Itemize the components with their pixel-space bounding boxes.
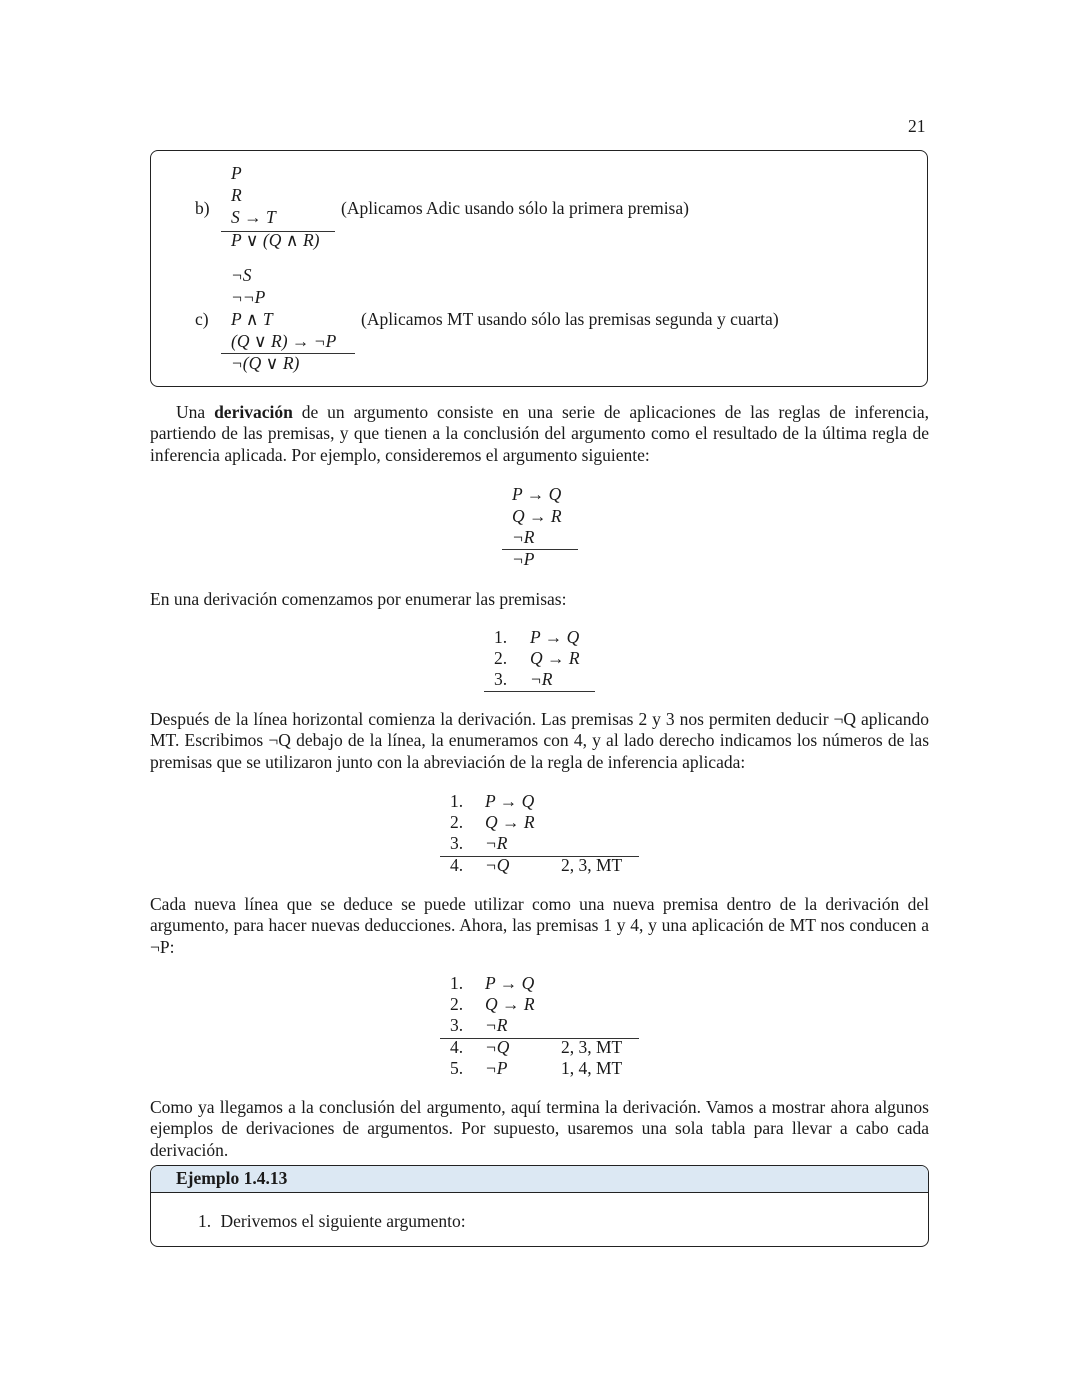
exercise-box	[150, 150, 928, 387]
paragraph-new-lines: Cada nueva línea que se deduce se puede utilizar como una nueva premisa dentro de la derivación del argumento, para hacer nuevas deducciones. Ahora, las premisas 1 y 4, y una aplicación de MT nos conducen a ¬P:	[150, 894, 929, 957]
item-c-label: c)	[195, 309, 209, 329]
line-number: 3.	[450, 833, 464, 853]
line-number: 1.	[450, 973, 464, 993]
premise: P → Q	[512, 484, 562, 504]
line-number: 2.	[494, 648, 508, 668]
premise: Q → R	[512, 506, 562, 526]
line-number: 2.	[450, 994, 464, 1014]
formula: ¬R	[485, 833, 508, 853]
example-box	[150, 1165, 929, 1247]
justification: 1, 4, MT	[561, 1058, 623, 1078]
example-header	[151, 1166, 928, 1193]
line-number: 2.	[450, 812, 464, 832]
premise: P	[231, 163, 242, 183]
line-number: 4.	[450, 1037, 464, 1057]
item-b-note: (Aplicamos Adic usando sólo la primera premisa)	[341, 198, 689, 218]
premise: R	[231, 185, 242, 205]
formula: ¬R	[530, 669, 553, 689]
formula: P → Q	[485, 791, 535, 811]
line-number: 3.	[494, 669, 508, 689]
conclusion: ¬P	[512, 549, 535, 569]
premise: S → T	[231, 207, 276, 227]
paragraph-enumerate: En una derivación comenzamos por enumerar las premisas:	[150, 589, 567, 609]
premise: ¬S	[231, 265, 252, 285]
premise: ¬R	[512, 527, 535, 547]
premise: ¬¬P	[231, 287, 266, 307]
example-title: Ejemplo 1.4.13	[176, 1168, 288, 1188]
item-b-label: b)	[195, 198, 210, 218]
text: Una	[176, 402, 215, 422]
formula: P → Q	[485, 973, 535, 993]
premise: P ∧ T	[231, 309, 273, 329]
formula: ¬Q	[485, 1037, 510, 1057]
line-number: 3.	[450, 1015, 464, 1035]
line-number: 1.	[450, 791, 464, 811]
justification: 2, 3, MT	[561, 855, 623, 875]
line-number: 5.	[450, 1058, 464, 1078]
item-c-note: (Aplicamos MT usando sólo las premisas segunda y cuarta)	[361, 309, 779, 329]
item-text: Derivemos el siguiente argumento:	[220, 1211, 466, 1231]
conclusion: ¬(Q ∨ R)	[231, 353, 300, 373]
derivation-separator	[484, 691, 595, 692]
line-number: 4.	[450, 855, 464, 875]
paragraph-derivation-definition	[150, 402, 929, 466]
justification: 2, 3, MT	[561, 1037, 623, 1057]
item-number: 1.	[198, 1211, 212, 1231]
formula: ¬Q	[485, 855, 510, 875]
formula: Q → R	[485, 994, 535, 1014]
formula: ¬R	[485, 1015, 508, 1035]
example-item	[198, 1211, 466, 1232]
formula: Q → R	[485, 812, 535, 832]
text: de un argumento consiste en una serie de aplicaciones de las reglas de inferencia, partiendo de las premisas, y que tienen a la conclusión del argumento como el resultado de la última regla de inferencia aplicada. Por ejemplo, consideremos el argumento siguiente:	[150, 402, 929, 465]
premise: (Q ∨ R) → ¬P	[231, 331, 337, 351]
formula: ¬P	[485, 1058, 508, 1078]
formula: Q → R	[530, 648, 580, 668]
term-derivacion: derivación	[214, 402, 293, 422]
page-number: 21	[908, 116, 926, 136]
line-number: 1.	[494, 627, 508, 647]
paragraph-derivation-begins: Después de la línea horizontal comienza la derivación. Las premisas 2 y 3 nos permiten deducir ¬Q aplicando MT. Escribimos ¬Q debajo de la línea, la enumeramos con 4, y al lado derecho indicamos los números de las premisas que se utilizaron junto con la abreviación de la regla de inferencia aplicada:	[150, 709, 929, 772]
formula: P → Q	[530, 627, 580, 647]
paragraph-conclusion: Como ya llegamos a la conclusión del argumento, aquí termina la derivación. Vamos a mostrar ahora algunos ejemplos de derivaciones de argumentos. Por supuesto, usaremos una sola tabla para llevar a cabo cada derivación.	[150, 1097, 929, 1160]
conclusion: P ∨ (Q ∧ R)	[231, 230, 320, 250]
